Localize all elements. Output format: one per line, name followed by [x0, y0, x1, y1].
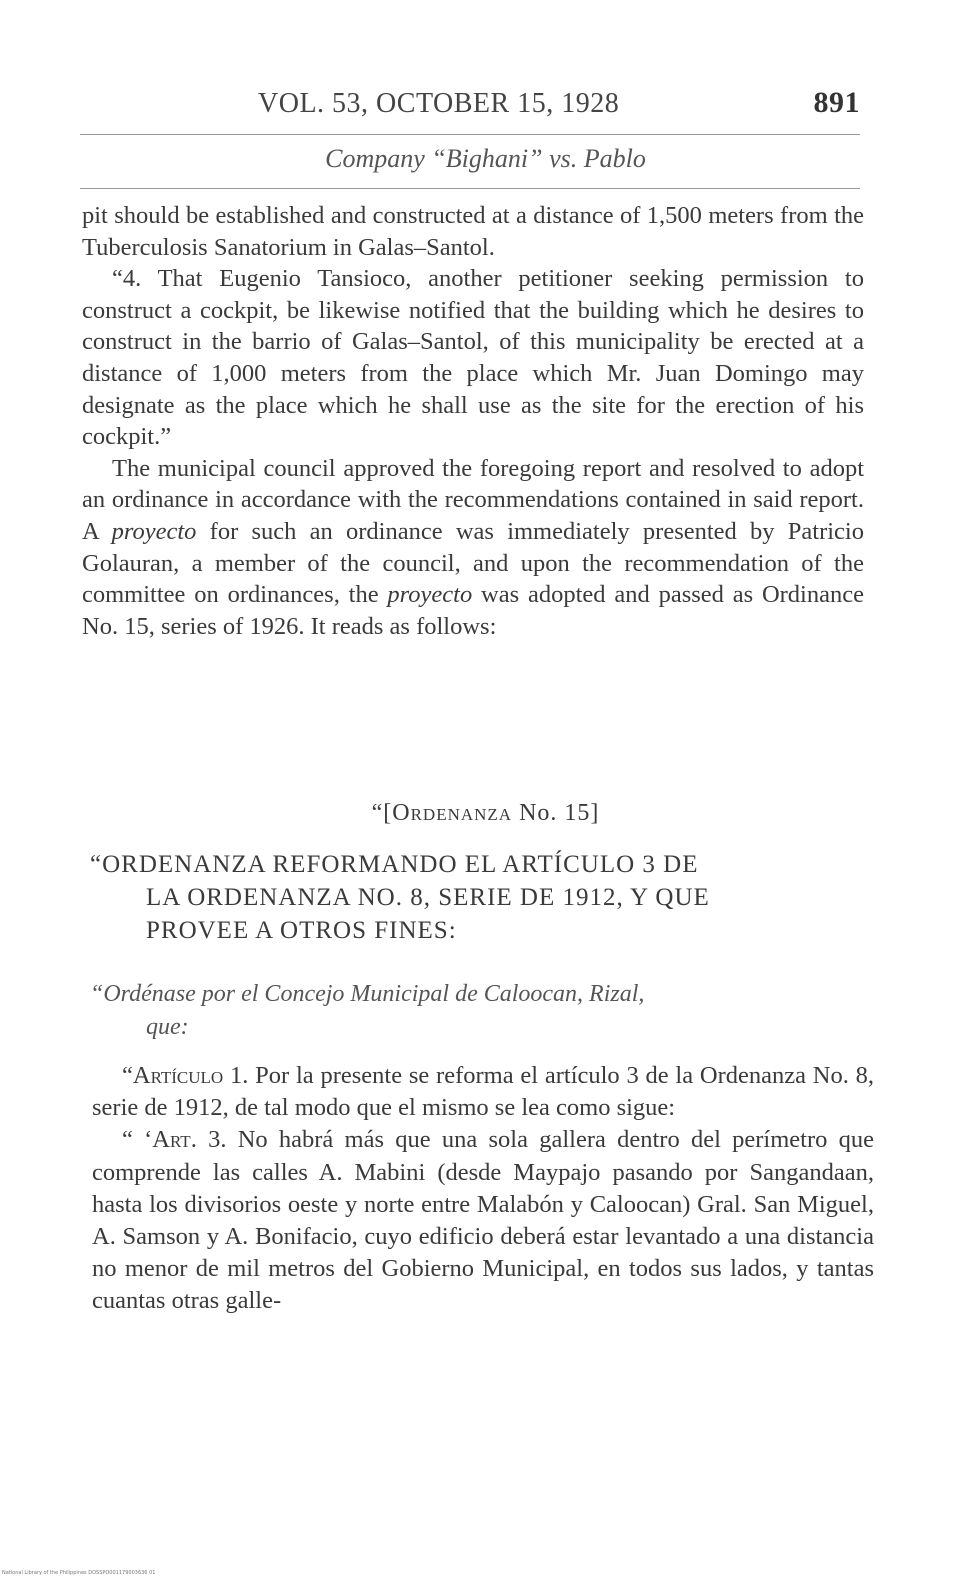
ordinance-title-line: LA ORDENANZA NO. 8, SERIE DE 1912, Y QUE — [146, 884, 710, 911]
header-rule-bottom — [80, 188, 860, 189]
intro-line: “Ordénase por el Concejo Municipal de Caloocan, Rizal, — [90, 981, 645, 1007]
ordinance-title-line: “ORDENANZA REFORMANDO EL ARTÍCULO 3 DE — [90, 851, 699, 878]
ordinance-intro — [90, 978, 870, 1044]
ordinance-articles — [92, 1060, 874, 1318]
ordinance-heading: “[Ordenanza No. 15] — [371, 800, 600, 826]
header-rule-top — [80, 134, 860, 135]
case-title: Company “Bighani” vs. Pablo — [325, 144, 646, 173]
ordinance-title — [90, 848, 870, 947]
intro-line: que: — [146, 1014, 189, 1040]
scan-footer-note: National Library of the Philippines DOSSPO001179003636 01 — [2, 1570, 156, 1576]
body-text — [82, 200, 864, 642]
paragraph: “4. That Eugenio Tansioco, another petitioner seeking permission to construct a cockpit, be likewise notified that the building which he desires to construct in the barrio of Galas–Santol, of this municipality be erected at a distance of 1,000 meters from the place which Mr. Juan Domingo may designate as the place which he shall use as the site for the erection of his cockpit.” — [82, 265, 864, 451]
ordinance-title-line: PROVEE A OTROS FINES: — [146, 917, 457, 944]
running-title: VOL. 53, OCTOBER 15, 1928 — [258, 88, 620, 119]
paragraph: The municipal council approved the foregoing report and resolved to adopt an ordinance in accordance with the recommendations contained in said report. A proyecto for such an ordinance was immediately presented by Patricio Golauran, a member of the council, and upon the recommendation of the committee on ordinances, the proyecto was adopted and passed as Ordinance No. 15, series of 1926. It reads as follows: — [82, 454, 864, 640]
article-3: “ ‘Art. 3. No habrá más que una sola gallera dentro del perímetro que comprende las calles A. Mabini (desde Maypajo pasando por Sangandaan, hasta los divisorios oeste y norte entre Malabón y Caloocan) Gral. San Miguel, A. Samson y A. Bonifacio, cuyo edificio deberá estar levantado a una distancia no menor de mil metros del Gobierno Municipal, en todos sus lados, y tantas cuantas otras galle- — [92, 1126, 874, 1315]
article-1: “Artículo 1. Por la presente se reforma el artículo 3 de la Ordenanza No. 8, serie de 1912, de tal modo que el mismo se lea como sigue: — [92, 1062, 874, 1122]
page-number: 891 — [813, 86, 860, 119]
paragraph: pit should be established and constructed at a distance of 1,500 meters from the Tuberculosis Sanatorium in Galas–Santol. — [82, 202, 864, 261]
